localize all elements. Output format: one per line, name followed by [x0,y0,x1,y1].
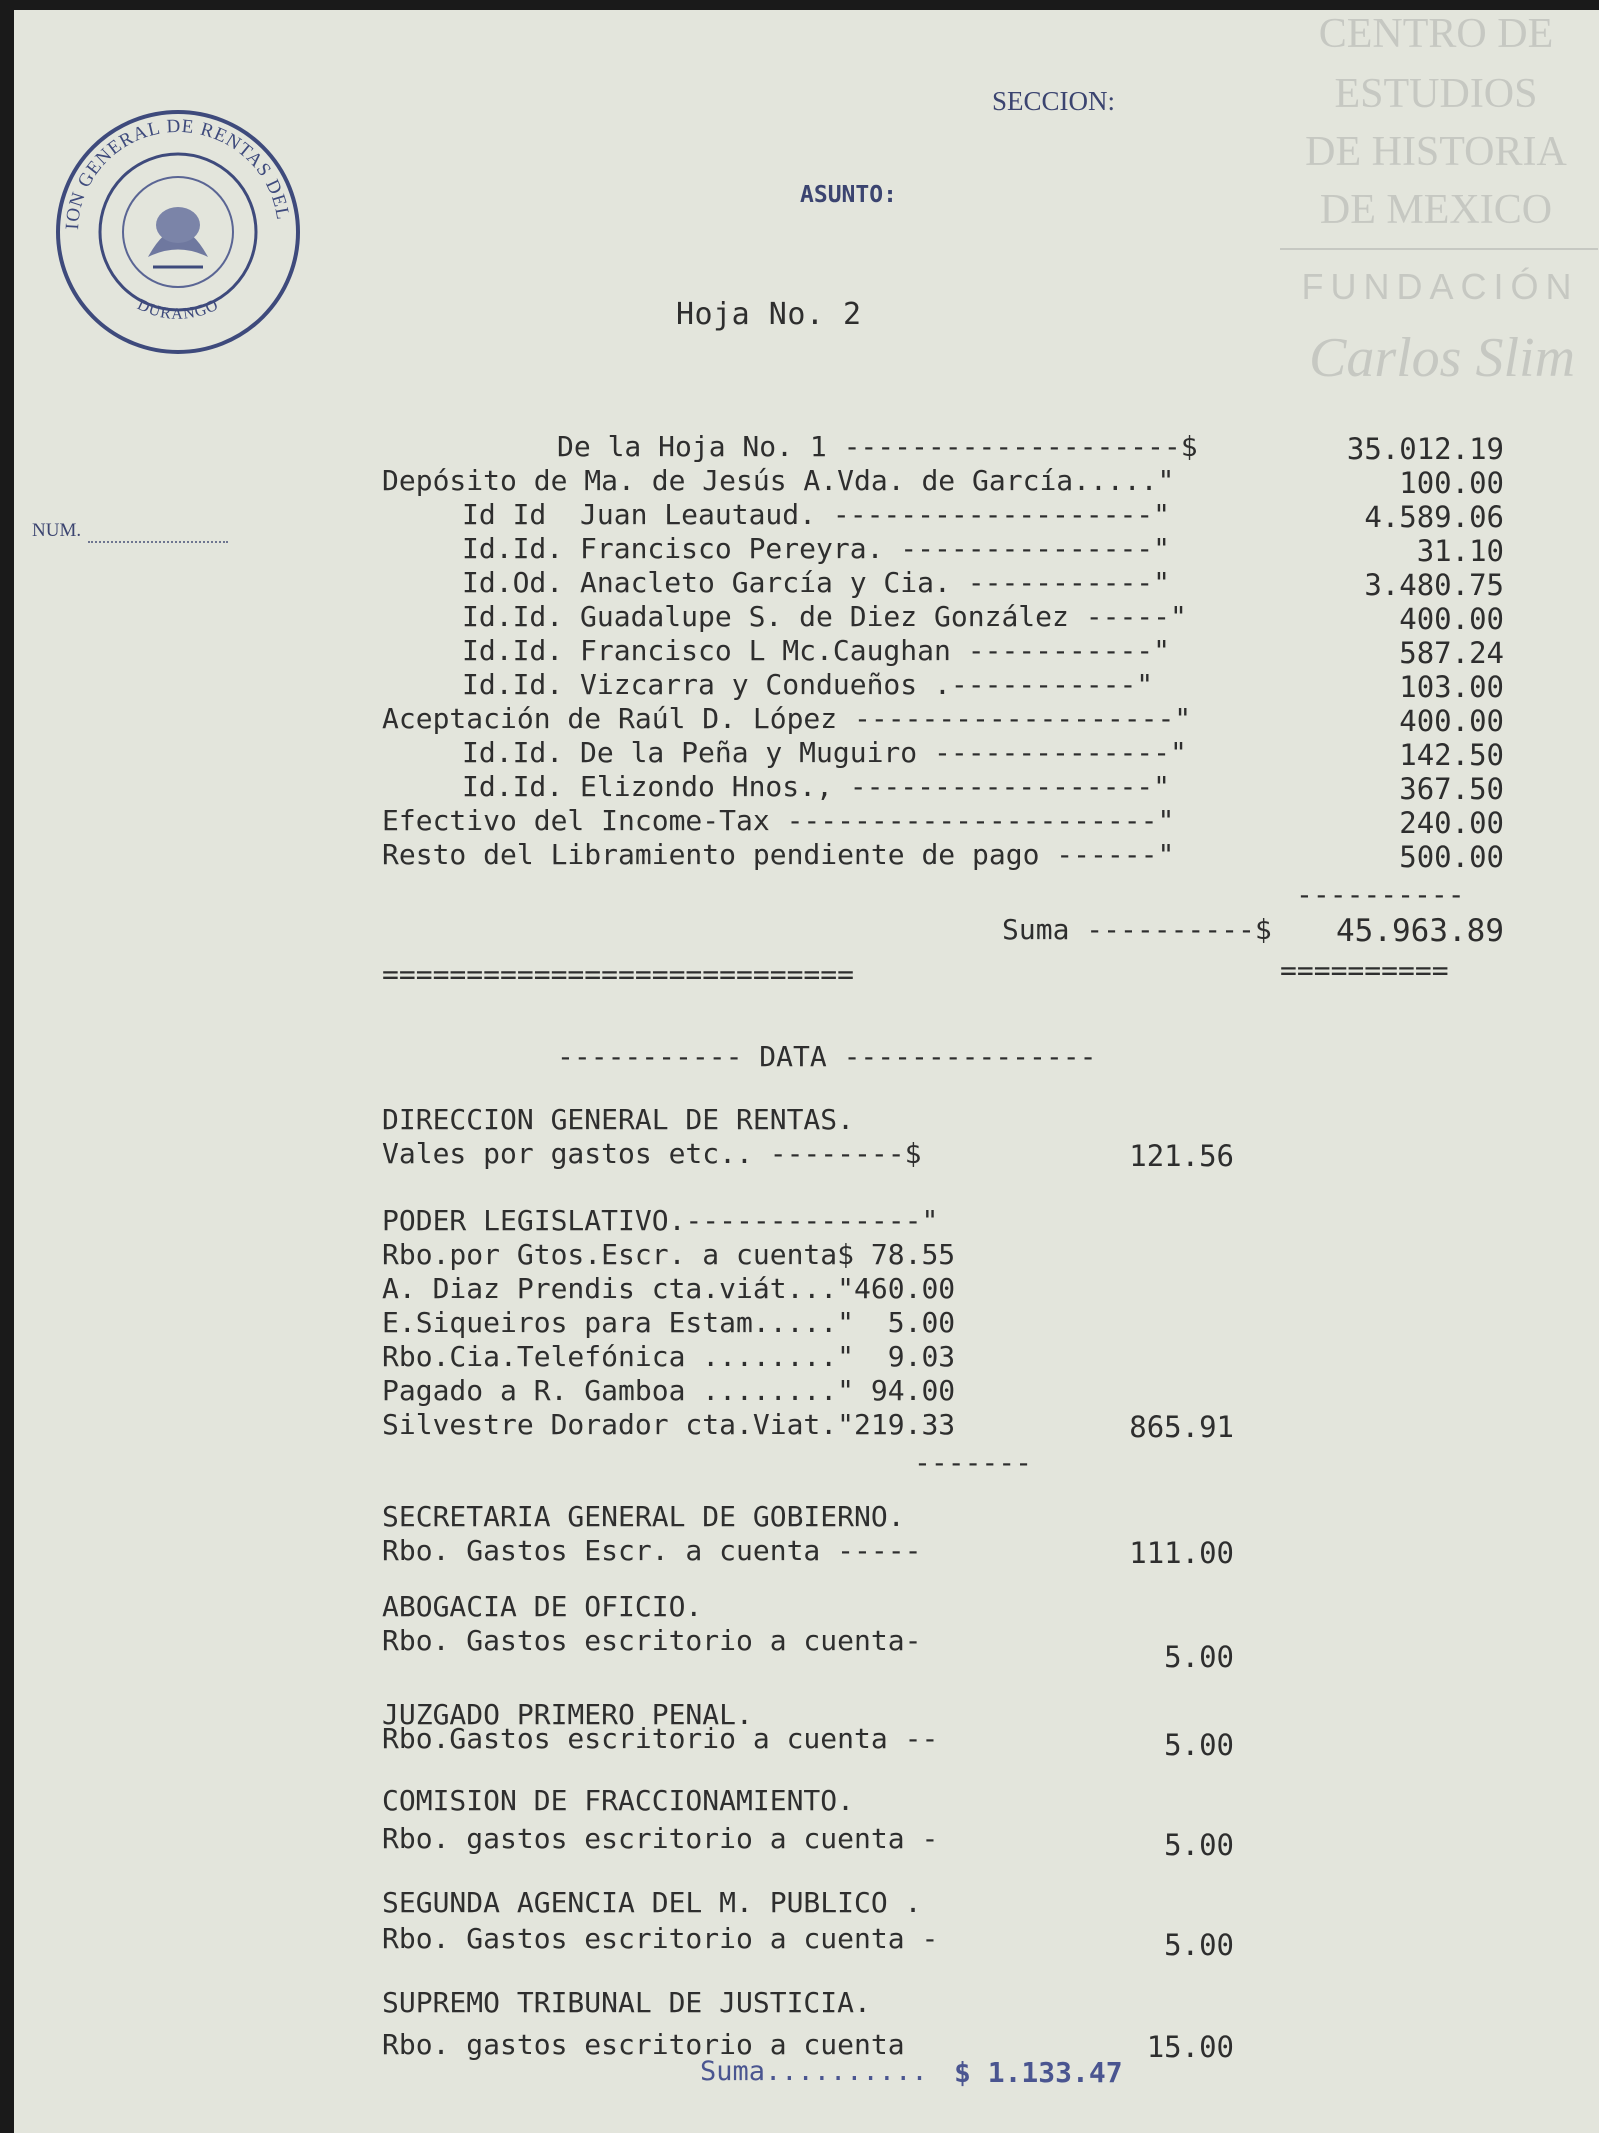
gobierno-line: Rbo. Gastos Escr. a cuenta ----- [382,1534,922,1567]
legislativo-item-3: E.Siqueiros para Estam....." 5.00 [382,1306,956,1339]
legislativo-item-6: Silvestre Dorador cta.Viat."219.33 [382,1408,956,1441]
legislativo-amount: 865.91 [1129,1410,1234,1444]
income-amount-2: 100.00 [1399,466,1504,500]
num-dotted-line [88,541,228,543]
income-row-5: Id.Od. Anacleto García y Cia. -----------" [462,566,1171,599]
abogacia-title: ABOGACIA DE OFICIO. [382,1590,703,1623]
state-seal [14,88,293,338]
watermark-line-2: ESTUDIOS [1334,71,1538,117]
dgr-title: DIRECCION GENERAL DE RENTAS. [382,1103,855,1136]
juzgado-amount: 5.00 [1164,1728,1234,1762]
gobierno-title: SECRETARIA GENERAL DE GOBIERNO. [382,1500,905,1533]
watermark-line-1: CENTRO DE [1318,11,1554,57]
income-row-6: Id.Id. Guadalupe S. de Diez González -----" [462,600,1187,633]
legislativo-title: PODER LEGISLATIVO.--------------" [382,1204,939,1237]
seal-bottom-text: DURANGO [134,296,222,323]
tribunal-line: Rbo. gastos escritorio a cuenta [382,2028,905,2061]
seal-outer-text: ION GENERAL DE RENTAS DEL [61,115,293,231]
income-amount-8: 103.00 [1399,670,1504,704]
seal-icon [53,107,303,357]
legislativo-item-2: A. Diaz Prendis cta.viát..."460.00 [382,1272,956,1305]
seccion-label: SECCION: [992,86,1116,116]
legislativo-item-5: Pagado a R. Gamboa ........" 94.00 [382,1374,956,1407]
left-double-rule: ============================ [382,958,855,991]
income-amount-9: 400.00 [1399,704,1504,738]
income-row-9: Aceptación de Raúl D. López -------------------" [382,702,1192,735]
tribunal-amount: 15.00 [1146,2030,1234,2064]
subtotal-rule: ---------- [1296,878,1465,911]
tribunal-title: SUPREMO TRIBUNAL DE JUSTICIA. [382,1986,871,2019]
income-amount-12: 240.00 [1399,806,1504,840]
income-row-13: Resto del Libramiento pendiente de pago ------" [382,838,1175,871]
income-amount-3: 4.589.06 [1364,500,1504,534]
income-amount-5: 3.480.75 [1364,568,1504,602]
gobierno-amount: 111.00 [1129,1536,1234,1570]
fraccionamiento-amount: 5.00 [1164,1828,1234,1862]
income-row-3: Id Id Juan Leautaud. -------------------" [462,498,1171,531]
abogacia-line: Rbo. Gastos escritorio a cuenta- [382,1624,922,1657]
juzgado-title: JUZGADO PRIMERO PENAL. [382,1698,753,1731]
legislativo-item-1: Rbo.por Gtos.Escr. a cuenta$ 78.55 [382,1238,956,1271]
income-amount-13: 500.00 [1399,840,1504,874]
income-amount-7: 587.24 [1399,636,1504,670]
agencia-amount: 5.00 [1164,1928,1234,1962]
data-heading: ----------- DATA --------------- [557,1040,1097,1073]
income-amount-6: 400.00 [1399,602,1504,636]
document-page [14,10,1599,2133]
watermark-divider [1280,248,1598,250]
juzgado-line: Rbo.Gastos escritorio a cuenta -- [382,1722,939,1755]
svg-text:DURANGO [134,296,221,323]
agencia-line: Rbo. Gastos escritorio a cuenta - [382,1922,939,1955]
income-amount-10: 142.50 [1399,738,1504,772]
income-amount-4: 31.10 [1416,534,1504,568]
income-amount-1: 35.012.19 [1346,432,1504,466]
watermark-line-3: DE HISTORIA [1305,129,1567,175]
income-row-11: Id.Id. Elizondo Hnos., ------------------" [462,770,1171,803]
right-double-rule: ========== [1280,954,1449,987]
sheet-title: Hoja No. 2 [676,297,862,332]
expenses-sum-label: Suma.......... [700,2056,928,2087]
income-row-7: Id.Id. Francisco L Mc.Caughan -----------" [462,634,1171,667]
fraccionamiento-line: Rbo. gastos escritorio a cuenta - [382,1822,939,1855]
dgr-line: Vales por gastos etc.. --------$ [382,1137,922,1170]
income-amount-11: 367.50 [1399,772,1504,806]
income-row-12: Efectivo del Income-Tax ----------------------" [382,804,1175,837]
fraccionamiento-title: COMISION DE FRACCIONAMIENTO. [382,1784,855,1817]
abogacia-amount: 5.00 [1164,1640,1234,1674]
income-row-1: De la Hoja No. 1 --------------------$ [557,430,1198,463]
agencia-title: SEGUNDA AGENCIA DEL M. PUBLICO . [382,1886,922,1919]
expenses-sum-amount: $ 1.133.47 [954,2056,1123,2089]
asunto-label: ASUNTO: [800,182,897,208]
legislativo-rule: ------- [914,1446,1033,1479]
watermark-fundacion: FUNDACIÓN [1301,266,1579,307]
watermark-line-4: DE MEXICO [1319,187,1553,233]
income-row-8: Id.Id. Vizcarra y Condueños .-----------" [462,668,1154,701]
income-sum-label: Suma ----------$ [1002,913,1272,946]
income-row-4: Id.Id. Francisco Pereyra. ---------------" [462,532,1171,565]
income-sum-amount: 45.963.89 [1336,913,1504,949]
income-row-10: Id.Id. De la Peña y Muguiro --------------" [462,736,1187,769]
income-row-2: Depósito de Ma. de Jesús A.Vda. de García....." [382,464,1175,497]
num-label: NUM. [32,520,82,541]
legislativo-item-4: Rbo.Cia.Telefónica ........" 9.03 [382,1340,956,1373]
dgr-amount: 121.56 [1129,1139,1234,1173]
watermark-signature: Carlos Slim [1308,327,1576,389]
